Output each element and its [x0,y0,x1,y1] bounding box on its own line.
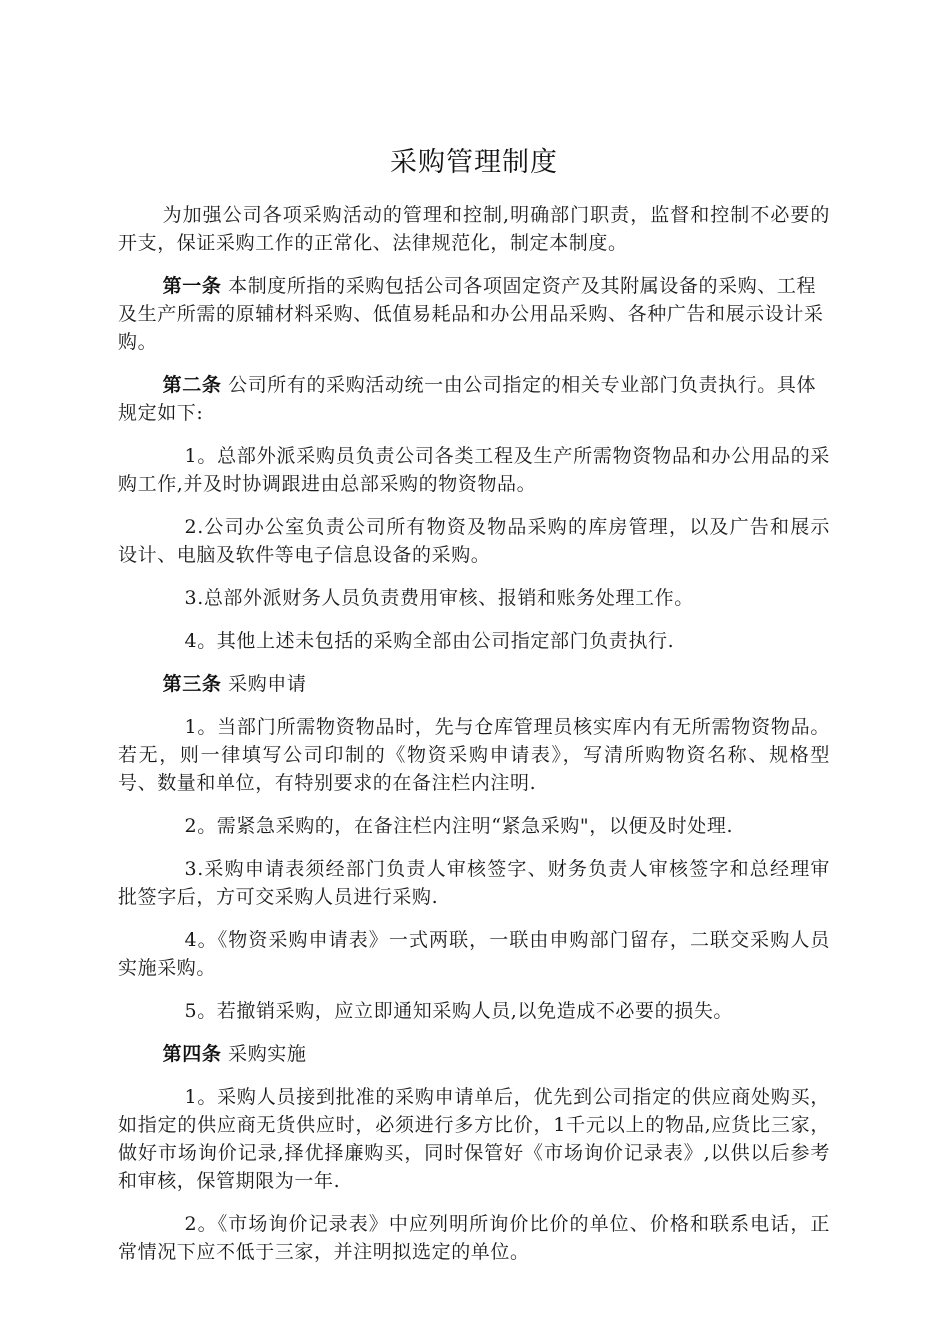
article-3-item: 4。《物资采购申请表》一式两联，一联由申购部门留存，二联交采购人员实施采购。 [118,929,830,979]
article-4 [118,1040,830,1068]
article-2-label: 第二条 [162,374,222,396]
article-2-item: 4。其他上述未包括的采购全部由公司指定部门负责执行. [184,630,675,652]
article-3-item: 5。若撤销采购，应立即通知采购人员,以免造成不必要的损失。 [184,1000,734,1022]
article-4-label: 第四条 [162,1043,222,1065]
article-3-item: 1。当部门所需物资物品时，先与仓库管理员核实库内有无所需物资物品。若无，则一律填写公司印制的《物资采购申请表》，写清所购物资名称、规格型号、数量和单位，有特别要求的在备注栏内注明. [118,716,830,794]
article-2-item: 2.公司办公室负责公司所有物资及物品采购的库房管理，以及广告和展示设计、电脑及软件等电子信息设备的采购。 [118,516,830,566]
article-4-item: 1。采购人员接到批准的采购申请单后，优先到公司指定的供应商处购买，如指定的供应商无货供应时，必须进行多方比价，1千元以上的物品,应货比三家，做好市场询价记录,择优择廉购买，同时保管好《市场询价记录表》,以供以后参考和审核，保管期限为一年. [118,1086,830,1192]
document-title: 采购管理制度 [390,147,558,178]
article-4-item: 2。《市场询价记录表》中应列明所询价比价的单位、价格和联系电话，正常情况下应不低于三家，并注明拟选定的单位。 [118,1213,830,1263]
article-3-item: 3.采购申请表须经部门负责人审核签字、财务负责人审核签字和总经理审批签字后，方可交采购人员进行采购. [118,858,830,908]
article-2-text: 公司所有的采购活动统一由公司指定的相关专业部门负责执行。具体规定如下: [118,374,817,424]
article-2-item: 1。总部外派采购员负责公司各类工程及生产所需物资物品和办公用品的采购工作,并及时协调跟进由总部采购的物资物品。 [118,445,830,495]
article-3-text: 采购申请 [221,673,307,695]
article-2-item: 3.总部外派财务人员负责费用审核、报销和账务处理工作。 [184,587,694,609]
intro-paragraph: 为加强公司各项采购活动的管理和控制,明确部门职责，监督和控制不必要的开支，保证采购工作的正常化、法律规范化，制定本制度。 [118,204,830,254]
document-page [118,140,830,1281]
article-1-text: 本制度所指的采购包括公司各项固定资产及其附属设备的采购、工程及生产所需的原辅材料采购、低值易耗品和办公用品采购、各种广告和展示设计采购。 [118,275,824,353]
article-2 [118,371,830,427]
article-4-text: 采购实施 [221,1043,307,1065]
article-3-label: 第三条 [162,673,222,695]
article-1 [118,272,830,356]
article-3-item: 2。需紧急采购的，在备注栏内注明“紧急采购"，以便及时处理. [184,815,734,837]
article-1-label: 第一条 [162,275,222,297]
article-3 [118,670,830,698]
